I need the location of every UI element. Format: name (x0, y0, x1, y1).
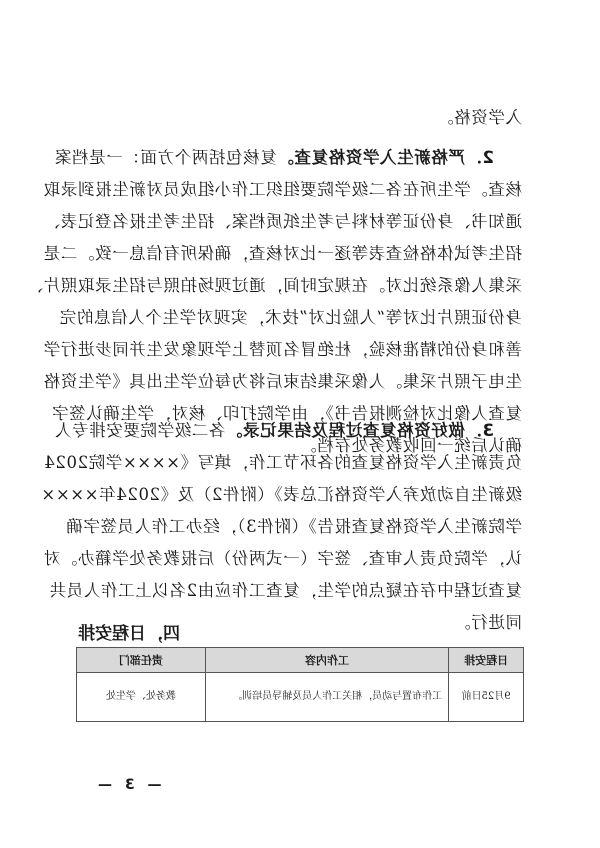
text-run: 各二级学院要安排专人 (54, 421, 226, 440)
text-line: 生电子照片采集。人像采集结束后将为每位学生出具《学生资格 (43, 372, 522, 391)
text-run: 复核包括两个方面：一是档案 (54, 148, 277, 167)
text-line: 同进行。 (453, 613, 522, 632)
cell-dept: 教务处、学生处 (77, 673, 206, 722)
text-line: 复查人像比对检测报告书》，由学院打印、核对，学生确认签字 (51, 404, 522, 423)
text-line: 学院新生入学资格复查报告》（附件3），经办工作人员签字确 (65, 517, 522, 536)
text-line: 身份证照片比对等“人脸比对”技术，实现对学生个人信息的完 (59, 308, 522, 327)
cell-date: 9月25日前 (449, 673, 524, 722)
text-line (54, 146, 522, 170)
paragraph-heading: 2．严格新生入学资格复查。 (276, 148, 494, 167)
table-row (77, 673, 524, 722)
column-header-date: 日程安排 (449, 648, 524, 673)
text-line: 通知书、身份证等材料与考生纸质档案、招生考生报名登记表、 (43, 212, 522, 231)
paragraph-heading: 3．做好资格复查过程及结果记录。 (225, 421, 494, 440)
text-line: 复查过程中存在疑点的学生，复查工作应由2名以上工作人员共 (49, 581, 522, 600)
text-line: 确认后统一回收教务处存档。 (299, 436, 522, 455)
text-line: 善和身份的精准核验，杜绝冒名顶替上学现象发生并同步进行学 (43, 340, 522, 359)
column-header-content: 工作内容 (205, 648, 449, 673)
text-line: 招生考试体格检查表等逐一比对核查，确保所有信息一致。二是 (43, 244, 522, 263)
text-line: 核查。学生所在各二级学院要组织工作小组成员对新生报到录取 (43, 180, 522, 199)
text-line: 负责新生入学资格复查的各环节工作，填写《××××学院2024 (43, 453, 522, 472)
page-number: — 3 — (94, 777, 162, 793)
text-line (54, 419, 522, 443)
column-header-dept: 责任部门 (77, 648, 206, 673)
table-header-row (77, 648, 524, 673)
schedule-table (76, 647, 524, 722)
text-line: 入学资格。 (436, 108, 522, 127)
text-line: 级新生自动放弃入学资格汇总表》（附件2）及《2024年×××× (40, 485, 522, 504)
cell-content: 工作布置与动员，相关工作人员及辅导员培训。 (205, 673, 449, 722)
section-heading: 四，日程安排 (78, 624, 180, 644)
text-line: 认，学院负责人审查、签字（一式两份）后报教务处学籍办。对 (43, 549, 522, 568)
text-line: 采集人像系统比对。在规定时间，通过现场拍照与招生录取照片、 (26, 276, 522, 295)
